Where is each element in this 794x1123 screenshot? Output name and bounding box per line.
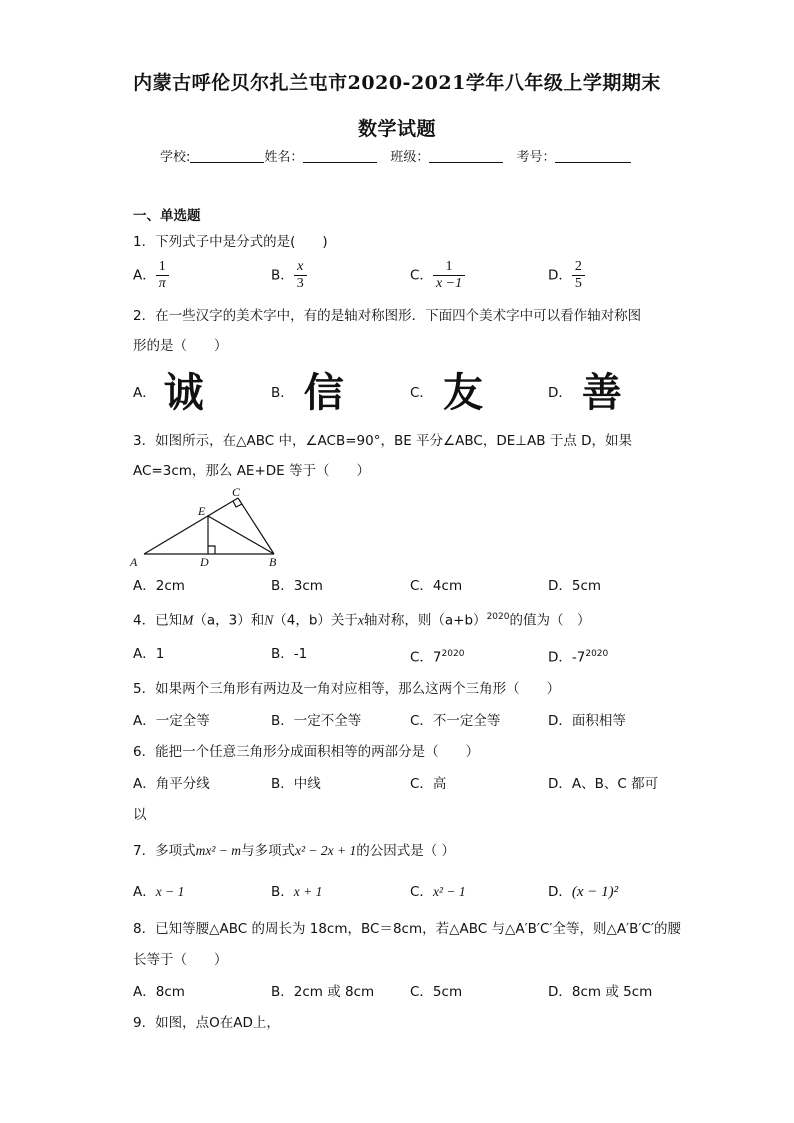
q1-option-a[interactable]: A． $\frac{1}{\pi}$ <box>133 259 169 292</box>
q3-option-b[interactable]: B．3cm <box>271 578 323 594</box>
label-d: D <box>200 555 209 569</box>
q1-option-c[interactable]: C． $\frac{1}{x -1}$ <box>410 259 465 292</box>
q1-c-fraction: $\frac{1}{x -1}$ <box>433 259 465 292</box>
q1-stem: 1．下列式子中是分式的是( ) <box>133 234 328 250</box>
student-info-row <box>160 146 631 165</box>
q8-stem-line2: 长等于（ ） <box>133 952 228 968</box>
q1-a-fraction: $\frac{1}{\pi}$ <box>156 259 169 292</box>
q1-d-fraction: $\frac{2}{5}$ <box>572 259 585 292</box>
label-e: E <box>198 504 206 518</box>
q5-option-a[interactable]: A．一定全等 <box>133 713 210 729</box>
segment-be <box>208 516 274 554</box>
q5-option-c[interactable]: C．不一定全等 <box>410 713 501 729</box>
q8-stem-line1: 8．已知等腰△ABC 的周长为 18cm，BC＝8cm，若△ABC 与△A′B′C′全等，则△A′B′C′的腰 <box>133 921 681 937</box>
label-a: A <box>130 555 138 569</box>
q3-triangle-figure <box>128 484 288 572</box>
q5-option-b[interactable]: B．一定不全等 <box>271 713 362 729</box>
q7-option-d[interactable]: D．(x − 1)² <box>548 884 619 900</box>
q1-b-fraction: $\frac{x}{3}$ <box>294 259 307 292</box>
q1-option-b[interactable]: B． $\frac{x}{3}$ <box>271 259 307 292</box>
q2-option-d[interactable]: D． 善 <box>548 370 622 416</box>
q4-option-a[interactable]: A．1 <box>133 646 165 662</box>
segment-cb <box>238 498 274 554</box>
q3-stem-line1: 3．如图所示，在△ABC 中，∠ACB=90°，BE 平分∠ABC，DE⊥AB 于点 D，如果 <box>133 433 633 449</box>
q4-option-c[interactable]: C．$7^{2020}$ <box>410 649 465 666</box>
q5-option-d[interactable]: D．面积相等 <box>548 713 626 729</box>
q6-option-c[interactable]: C．高 <box>410 776 447 792</box>
q8-option-a[interactable]: A．8cm <box>133 984 185 1000</box>
q6-option-d-continued: 以 <box>133 807 147 823</box>
q7-option-a[interactable]: A．x − 1 <box>133 884 185 900</box>
art-char-xin: 信 <box>303 370 344 416</box>
school-label: 学校: <box>160 150 191 165</box>
q4-option-b[interactable]: B．-1 <box>271 646 308 662</box>
segment-ac <box>144 498 238 554</box>
q1-option-d[interactable]: D． $\frac{2}{5}$ <box>548 259 585 292</box>
id-label: 考号： <box>516 150 556 165</box>
q2-stem-line1: 2．在一些汉字的美术字中，有的是轴对称图形．下面四个美术字中可以看作轴对称图 <box>133 308 642 324</box>
exam-title-line1: 内蒙古呼伦贝尔扎兰屯市2020-2021学年八年级上学期期末 <box>133 72 661 94</box>
q3-option-d[interactable]: D．5cm <box>548 578 602 594</box>
q4-option-d[interactable]: D．$-7^{2020}$ <box>548 649 609 666</box>
q6-option-b[interactable]: B．中线 <box>271 776 321 792</box>
exam-title-line2: 数学试题 <box>357 118 436 140</box>
art-char-shan: 善 <box>581 370 622 416</box>
name-label: 姓名： <box>264 150 304 165</box>
q9-stem: 9．如图，点O在AD上， <box>133 1015 280 1031</box>
q3-option-a[interactable]: A．2cm <box>133 578 185 594</box>
q2-option-b[interactable]: B． 信 <box>271 370 344 416</box>
q6-option-d[interactable]: D．A、B、C 都可 <box>548 776 659 792</box>
q2-option-c[interactable]: C． 友 <box>410 370 483 416</box>
name-blank[interactable] <box>303 149 377 163</box>
q3-option-c[interactable]: C．4cm <box>410 578 463 594</box>
class-label: 班级： <box>390 150 430 165</box>
q8-option-c[interactable]: C．5cm <box>410 984 463 1000</box>
label-b: B <box>269 555 277 569</box>
q5-stem: 5．如果两个三角形有两边及一角对应相等，那么这两个三角形（ ） <box>133 681 561 697</box>
id-blank[interactable] <box>555 149 631 163</box>
q7-option-b[interactable]: B．x + 1 <box>271 884 323 900</box>
q8-option-d[interactable]: D．8cm 或 5cm <box>548 984 653 1000</box>
class-blank[interactable] <box>429 149 503 163</box>
q7-option-c[interactable]: C．x² − 1 <box>410 884 466 900</box>
q2-stem-line2: 形的是（ ） <box>133 338 228 354</box>
section-heading: 一、单选题 <box>133 208 201 224</box>
right-angle-d <box>208 546 215 554</box>
q7-stem: 7．多项式mx² − m与多项式x² − 2x + 1的公因式是（ ） <box>133 843 456 859</box>
q6-option-a[interactable]: A．角平分线 <box>133 776 210 792</box>
art-char-you: 友 <box>442 370 483 416</box>
q8-option-b[interactable]: B．2cm 或 8cm <box>271 984 375 1000</box>
q4-stem: 4．已知M（a，3）和N（4，b）关于x轴对称，则$(a+b)^{2020}$的值为（ ） <box>133 612 591 629</box>
q2-option-a[interactable]: A． 诚 <box>133 370 204 416</box>
q3-stem-line2: AC=3cm，那么 AE+DE 等于（ ） <box>133 463 370 479</box>
q6-stem: 6．能把一个任意三角形分成面积相等的两部分是（ ） <box>133 744 480 760</box>
art-char-cheng: 诚 <box>163 370 204 416</box>
school-blank[interactable] <box>190 149 264 163</box>
label-c: C <box>232 485 241 499</box>
